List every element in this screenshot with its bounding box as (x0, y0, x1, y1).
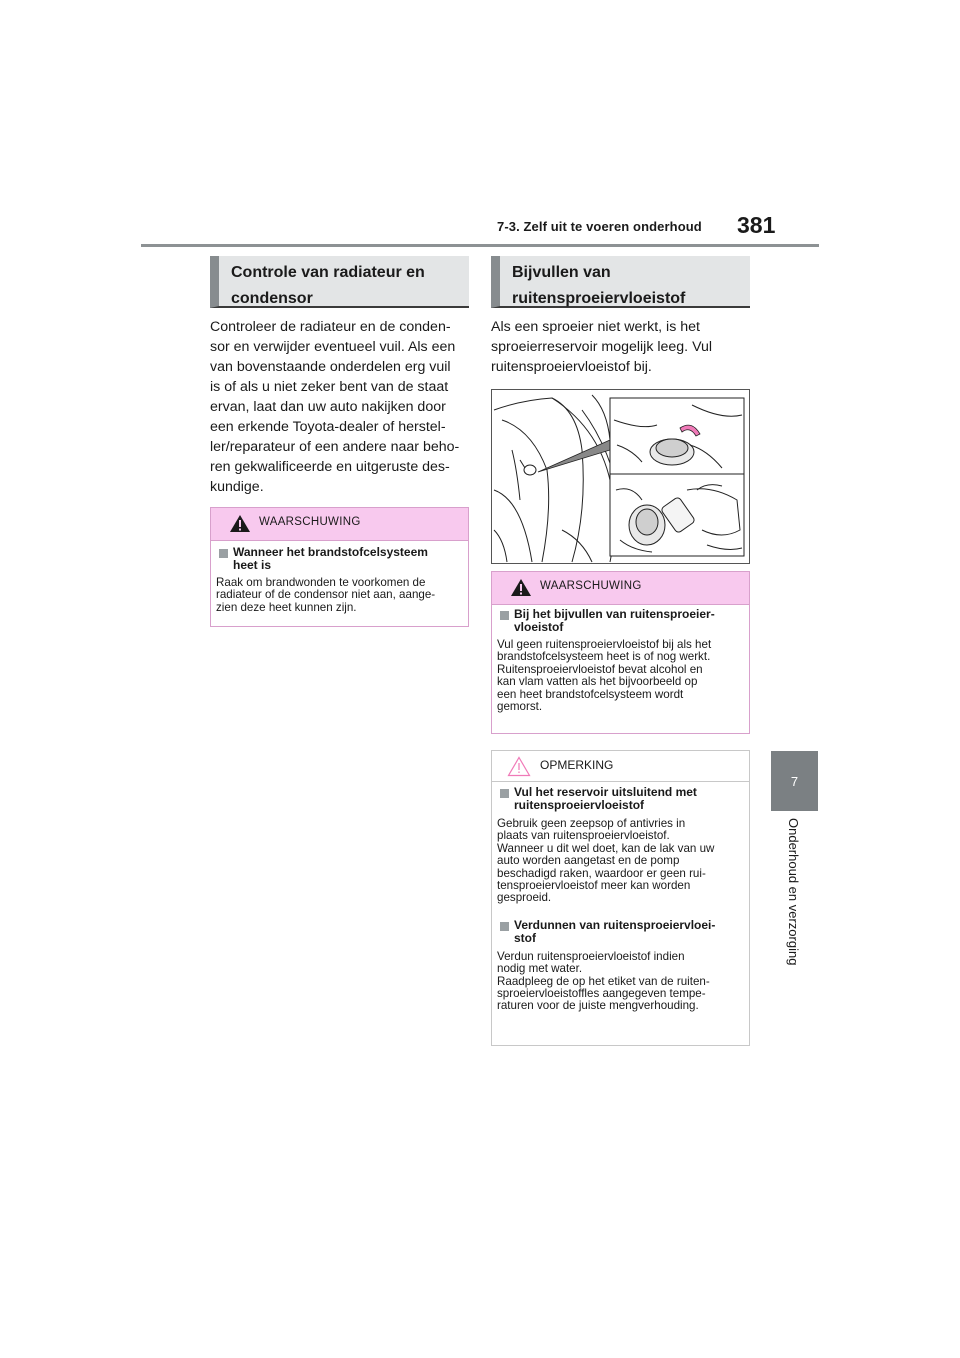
warning-triangle-icon (510, 578, 532, 597)
body-line: Gebruik geen zeepsop of antivries in (497, 817, 686, 830)
paragraph-line: ervan, laat dan uw auto nakijken door (210, 399, 446, 415)
title-line: ruitensproeiervloeistof (514, 798, 645, 812)
title-line: stof (514, 930, 536, 945)
heading-line: Controle van radiateur en (231, 264, 425, 281)
warning-header (492, 572, 749, 605)
paragraph-line: is of als u niet zeker bent van de staat (210, 379, 449, 395)
washer-reservoir-drawing (492, 390, 749, 563)
body-line: auto worden aangetast en de pomp (497, 854, 680, 868)
heading-line: Bijvullen van (512, 264, 611, 281)
note-item-title (497, 786, 747, 812)
chapter-label (764, 818, 824, 978)
body-line: Wanneer u dit wel doet, kan de lak van uw (497, 841, 715, 855)
chapter-label-text: Onderhoud en verzorging (786, 818, 801, 966)
body-line: Raadpleeg de op het etiket van de ruiten- (497, 974, 710, 988)
note-item-body (497, 951, 747, 1013)
title-line: Vul het reservoir uitsluitend met (514, 785, 697, 799)
title-line: heet is (233, 558, 272, 572)
body-line: kan vlam vatten als het bijvoorbeeld op (497, 675, 698, 689)
warning-title (497, 608, 747, 634)
section-heading-radiator (210, 256, 469, 308)
body-line: Verdun ruitensproeiervloeistof indien (497, 949, 685, 963)
paragraph-line: van bovenstaande onderdelen erg vuil (210, 359, 451, 375)
note-header (492, 751, 749, 782)
body-line: Raak om brandwonden te voorkomen de (216, 576, 426, 589)
body-line: gesproeid. (497, 891, 552, 905)
paragraph-line: Controleer de radiateur en de conden- (210, 319, 451, 335)
paragraph-line: ruitensproeiervloeistof bij. (491, 359, 652, 375)
warning-body (497, 639, 747, 713)
body-line: Vul geen ruitensproeiervloeistof bij als het (497, 638, 712, 651)
page-number: 381 (737, 212, 776, 238)
heading-line: ruitensproeiervloeistof (512, 290, 686, 307)
body-line: tensproeiervloeistof meer kan worden (497, 879, 691, 893)
title-line: Bij het bijvullen van ruitensproeier- (514, 607, 715, 621)
body-line: raturen voor de juiste mengverhouding. (497, 999, 699, 1013)
warning-label: WAARSCHUWING (259, 516, 361, 528)
body-line: zien deze heet kunnen zijn. (216, 600, 357, 614)
paragraph-line: sproeierreservoir mogelijk leeg. Vul (491, 339, 713, 355)
paragraph-line: kundige. (210, 479, 264, 495)
paragraph-line: ler/reparateur of een andere naar beho- (210, 439, 460, 455)
washer-paragraph (491, 317, 712, 377)
body-line: Ruitensproeiervloeistof bevat alcohol en (497, 662, 703, 676)
note-box (491, 750, 750, 1046)
body-line: nodig met water. (497, 962, 583, 976)
body-line: een heet brandstofcelsysteem wordt (497, 687, 684, 701)
paragraph-line: een erkende Toyota-dealer of herstel- (210, 419, 446, 435)
section-title: 7-3. Zelf uit te voeren onderhoud (497, 219, 702, 234)
body-line: radiateur of de condensor niet aan, aange- (216, 588, 436, 602)
washer-reservoir-illustration (491, 389, 750, 564)
note-item-title (497, 919, 747, 945)
chapter-number: 7 (790, 773, 799, 789)
body-line: gemorst. (497, 700, 543, 714)
warning-label: WAARSCHUWING (540, 580, 642, 592)
warning-box-radiator (210, 507, 469, 627)
paragraph-line: sor en verwijder eventueel vuil. Als een (210, 339, 456, 355)
title-line: Wanneer het brandstofcelsysteem (233, 545, 428, 559)
note-item-body (497, 818, 747, 905)
paragraph-line: ren gekwalificeerde en uitgeruste des- (210, 459, 450, 475)
caution-outline-icon (507, 756, 531, 777)
title-line: vloeistof (514, 620, 564, 634)
body-line: plaats van ruitensproeiervloeistof. (497, 829, 670, 843)
body-line: beschadigd raken, waardoor er geen rui- (497, 866, 706, 880)
paragraph-line: Als een sproeier niet werkt, is het (491, 319, 700, 335)
warning-box-washer (491, 571, 750, 734)
note-label: OPMERKING (540, 758, 614, 772)
heading-line: condensor (231, 290, 313, 307)
title-line: Verdunnen van ruitensproeiervloei- (514, 917, 716, 932)
bullet-square-icon (500, 611, 509, 620)
body-line: sproeiervloeistoffles aangegeven tempe- (497, 987, 706, 1001)
warning-title (216, 546, 466, 572)
bullet-square-icon (219, 549, 228, 558)
chapter-tab (771, 751, 818, 811)
section-heading-washer (491, 256, 750, 308)
bullet-square-icon (500, 789, 509, 798)
body-line: brandstofcelsysteem heet is of nog werkt. (497, 650, 711, 664)
warning-body (216, 577, 466, 614)
radiator-paragraph (210, 317, 459, 497)
header-divider (141, 244, 819, 247)
warning-triangle-icon (229, 514, 251, 533)
bullet-square-icon (500, 922, 509, 931)
warning-header (211, 508, 468, 541)
